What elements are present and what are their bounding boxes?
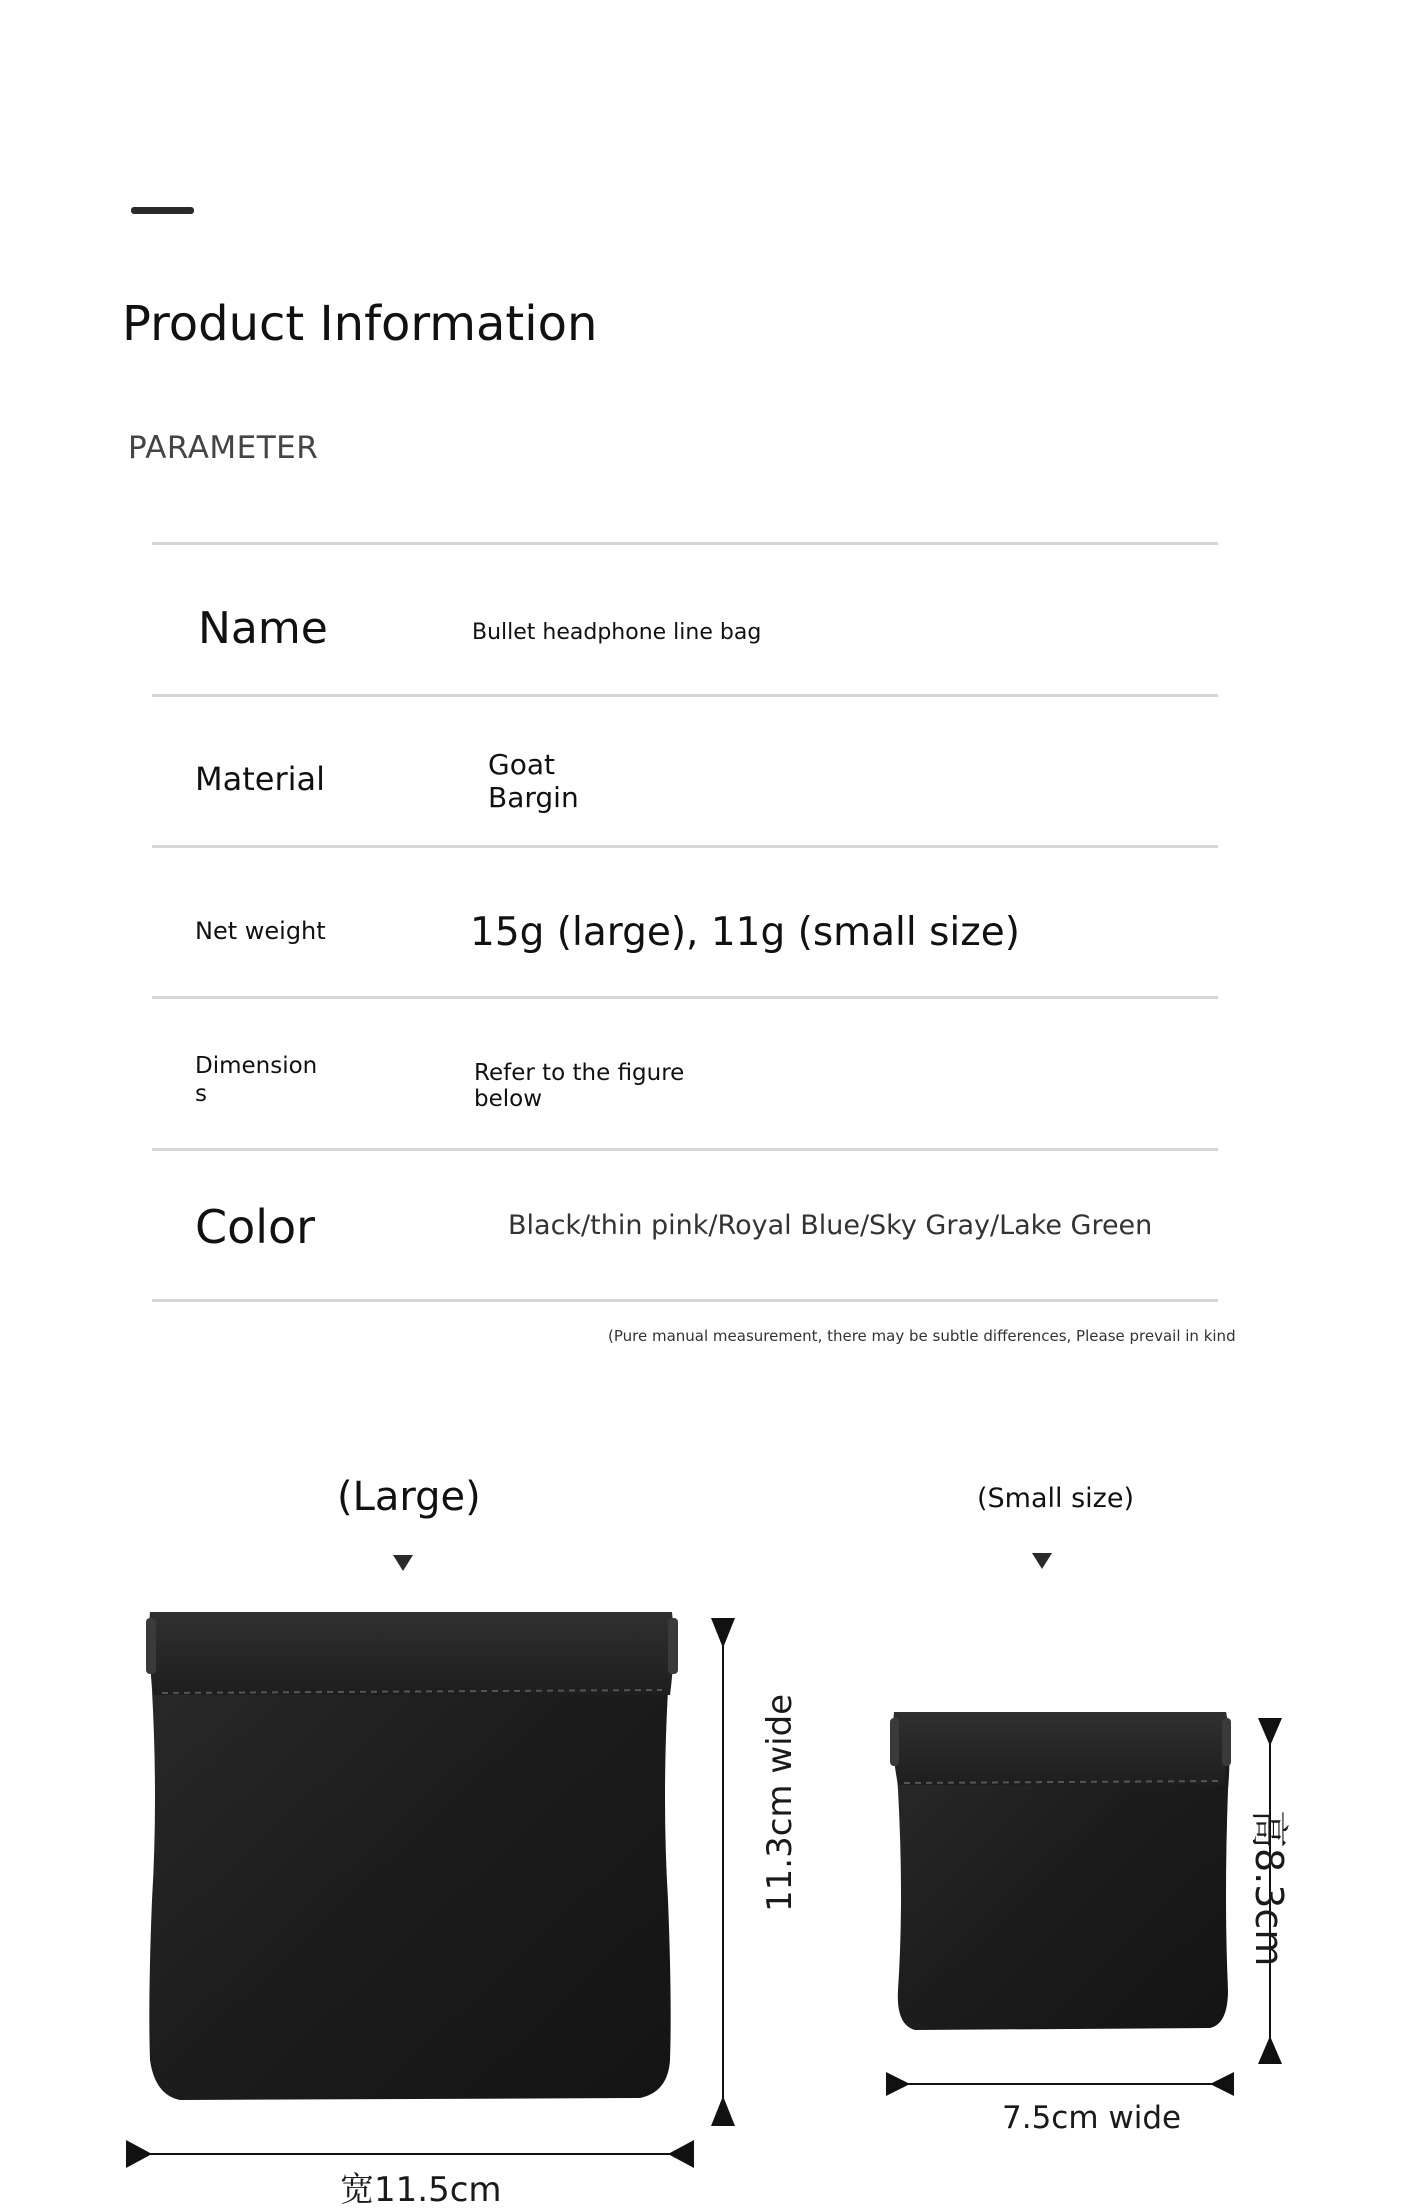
section-subtitle: PARAMETER bbox=[128, 430, 319, 466]
param-label-material: Material bbox=[195, 760, 325, 798]
large-size-label: (Large) bbox=[337, 1474, 481, 1520]
param-label-net-weight: Net weight bbox=[195, 917, 326, 945]
measurement-note: (Pure manual measurement, there may be subtle differences, Please prevail in kind bbox=[608, 1327, 1236, 1345]
small-size-label: (Small size) bbox=[977, 1483, 1134, 1514]
label-line: Dimension bbox=[195, 1053, 318, 1079]
label-line: s bbox=[195, 1081, 207, 1107]
value-line: Refer to the figure bbox=[474, 1060, 685, 1086]
param-label-color: Color bbox=[195, 1200, 316, 1254]
value-line: below bbox=[474, 1086, 543, 1112]
param-value-color: Black/thin pink/Royal Blue/Sky Gray/Lake Green bbox=[508, 1210, 1153, 1241]
small-pouch-image bbox=[890, 1712, 1231, 2030]
small-width-dimension bbox=[886, 2072, 1234, 2096]
large-width-text: 宽11.5cm bbox=[340, 2170, 502, 2210]
value-line: Goat bbox=[488, 748, 555, 781]
large-height-dimension bbox=[711, 1618, 735, 2126]
small-width-text: 7.5cm wide bbox=[1002, 2100, 1182, 2136]
value-line: Bargin bbox=[488, 781, 579, 814]
param-label-name: Name bbox=[198, 603, 328, 654]
param-value-name: Bullet headphone line bag bbox=[472, 620, 762, 645]
param-value-net-weight: 15g (large), 11g (small size) bbox=[470, 910, 1020, 955]
page-title: Product Information bbox=[122, 296, 598, 352]
small-height-text: 高8.3cm bbox=[1247, 1810, 1291, 1967]
large-height-text: 11.3cm wide bbox=[760, 1693, 800, 1912]
large-pouch-image bbox=[146, 1612, 678, 2100]
